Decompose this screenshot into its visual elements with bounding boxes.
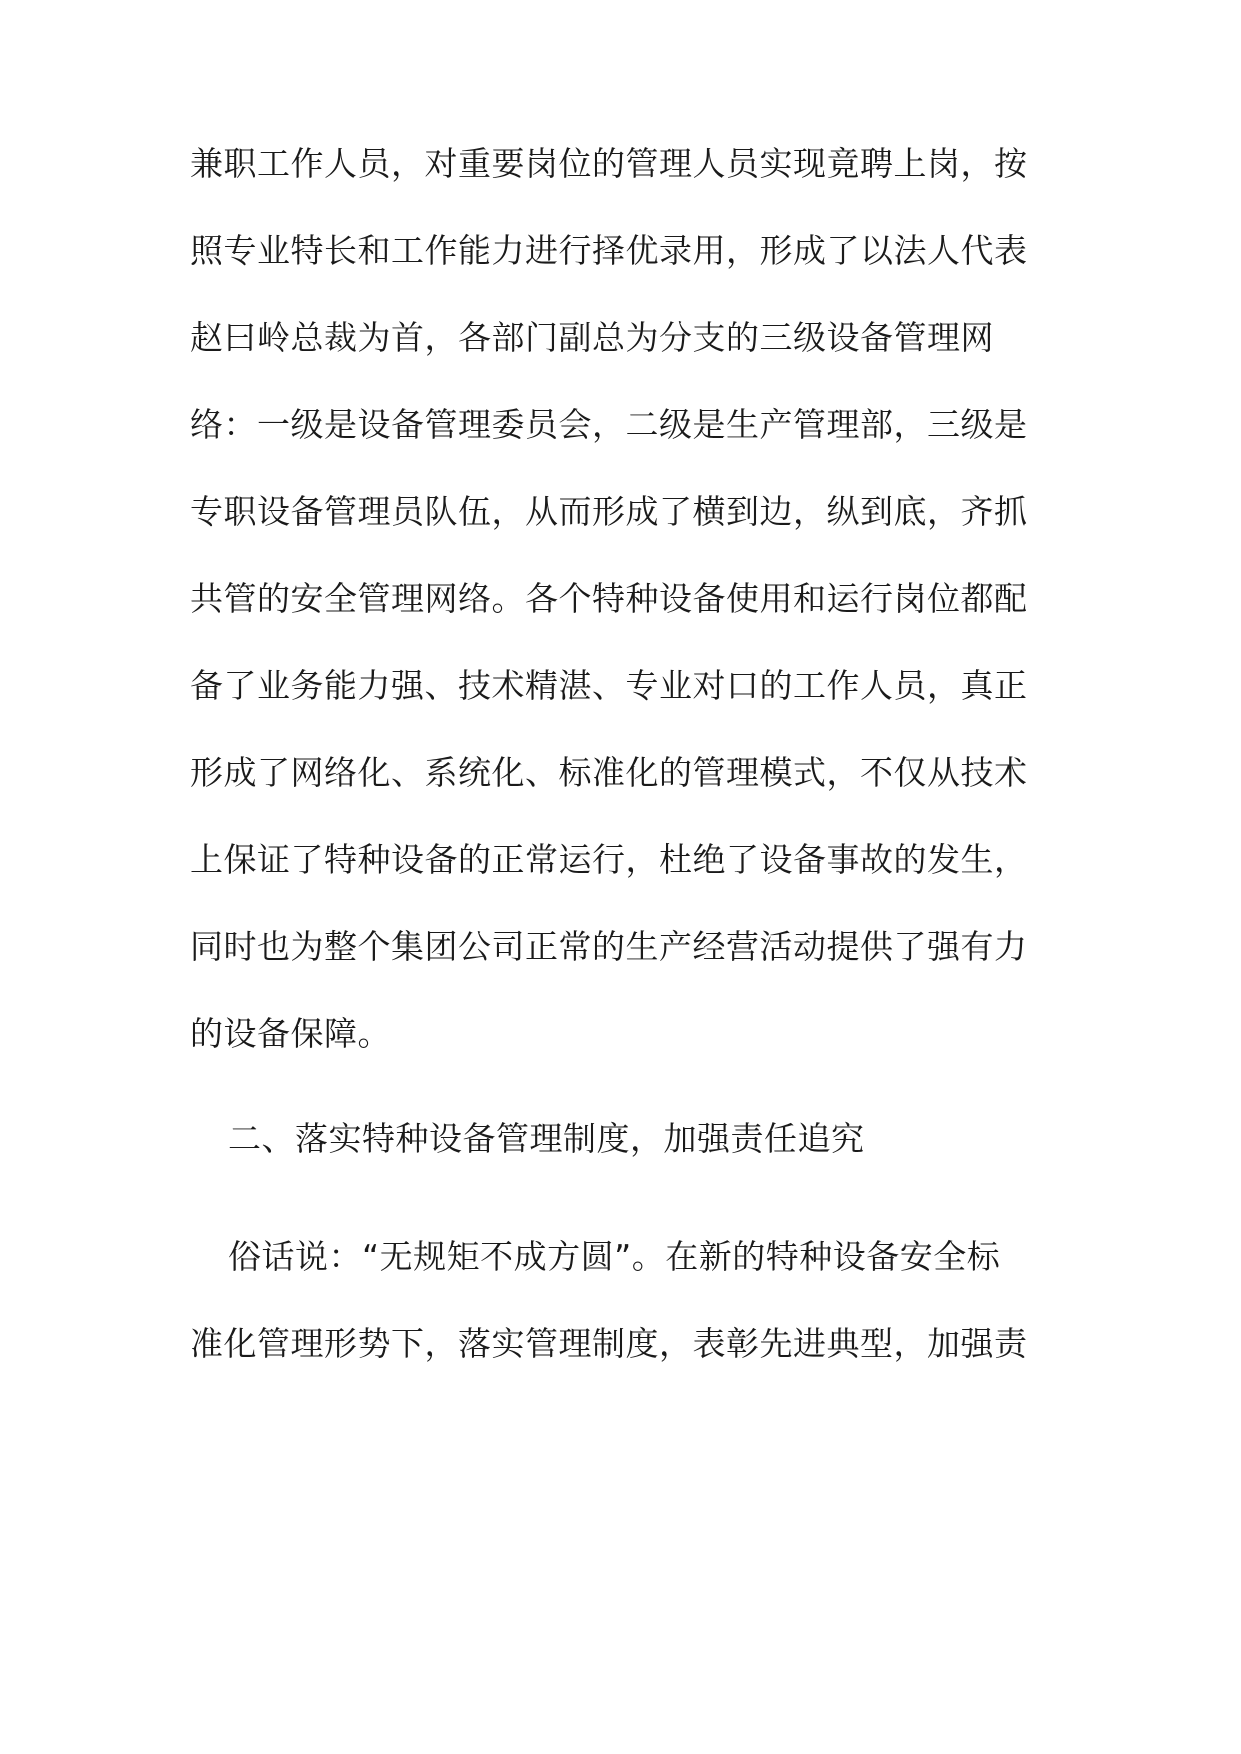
section-heading: 二、落实特种设备管理制度，加强责任追究 [228,1119,865,1158]
paragraph-line: 的设备保障。 [190,1014,391,1053]
paragraph-line: 形成了网络化、系统化、标准化的管理模式，不仅从技术 [190,753,1028,792]
paragraph-line: 同时也为整个集团公司正常的生产经营活动提供了强有力 [190,927,1028,966]
paragraph-line: 络：一级是设备管理委员会，二级是生产管理部，三级是 [190,405,1028,444]
paragraph-line: 共管的安全管理网络。各个特种设备使用和运行岗位都配 [190,579,1028,618]
paragraph-line: 兼职工作人员，对重要岗位的管理人员实现竟聘上岗，按 [190,144,1028,183]
paragraph-line: 备了业务能力强、技术精湛、专业对口的工作人员，真正 [190,666,1028,705]
paragraph-line: 上保证了特种设备的正常运行，杜绝了设备事故的发生， [190,840,1028,879]
paragraph-line: 准化管理形势下，落实管理制度，表彰先进典型，加强责 [190,1324,1028,1363]
paragraph-line: 专职设备管理员队伍，从而形成了横到边，纵到底，齐抓 [190,492,1028,531]
paragraph-line: 照专业特长和工作能力进行择优录用，形成了以法人代表 [190,231,1028,270]
paragraph-line: 赵曰岭总裁为首，各部门副总为分支的三级设备管理网 [190,318,994,357]
paragraph-line: 俗话说：“无规矩不成方圆”。在新的特种设备安全标 [228,1237,1001,1276]
